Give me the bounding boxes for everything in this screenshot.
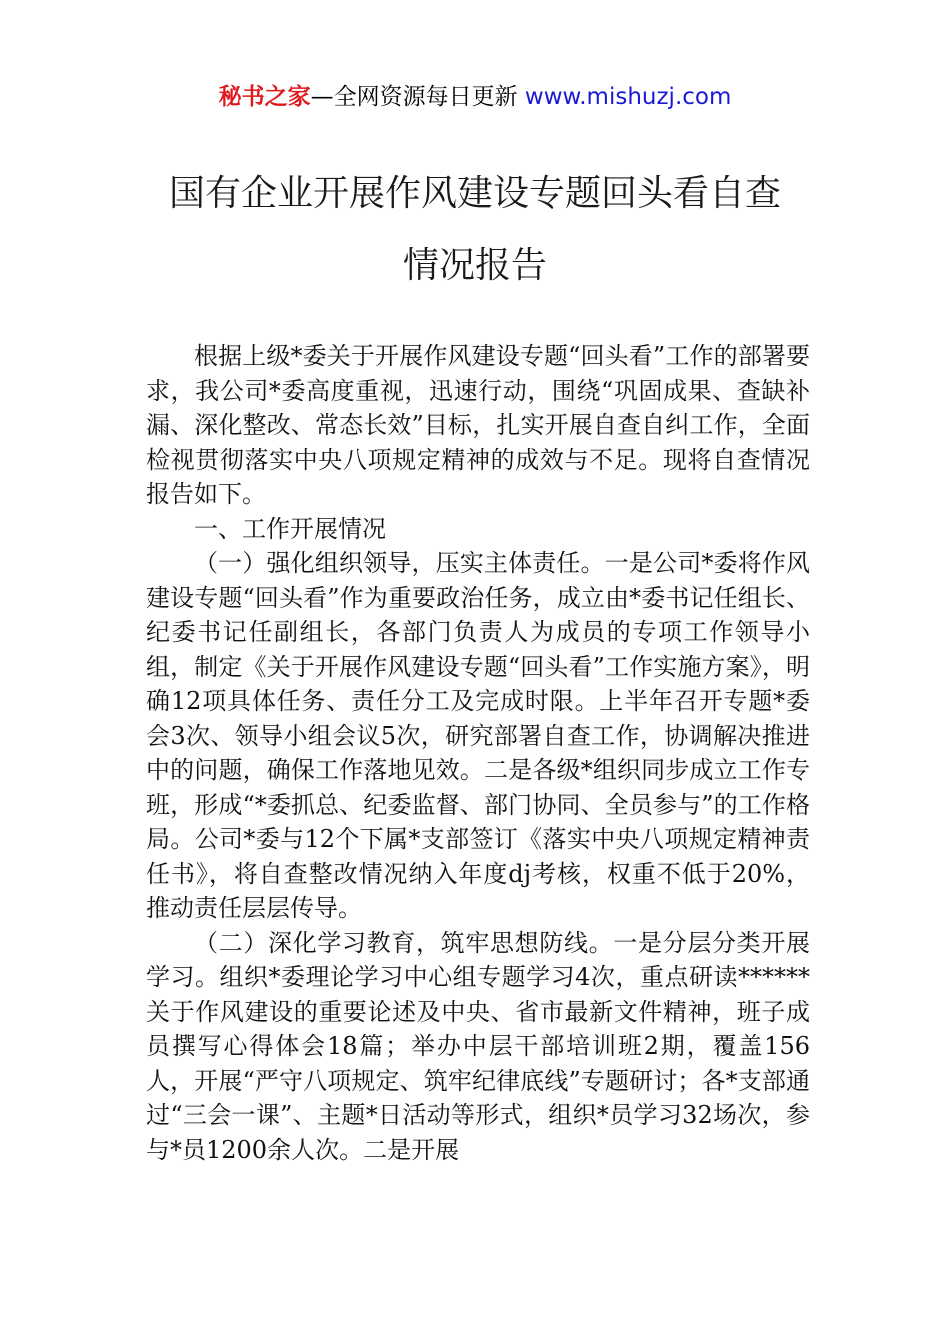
site-banner	[0, 80, 950, 114]
body-paragraph: （一）强化组织领导，压实主体责任。一是公司*委将作风建设专题“回头看”作为重要政治任务，成立由*委书记任组长、纪委书记任副组长，各部门负责人为成员的专项工作领导小组，制定《关于开展作风建设专题“回头看”工作实施方案》，明确12项具体任务、责任分工及完成时限。上半年召开专题*委会3次、领导小组会议5次，研究部署自查工作，协调解决推进中的问题，确保工作落地见效。二是各级*组织同步成立工作专班，形成“*委抓总、纪委监督、部门协同、全员参与”的工作格局。公司*委与12个下属*支部签订《落实中央八项规定精神责任书》，将自查整改情况纳入年度dj考核，权重不低于20%，推动责任层层传导。	[146, 549, 810, 922]
body-paragraph: （二）深化学习教育，筑牢思想防线。一是分层分类开展学习。组织*委理论学习中心组专题学习4次，重点研读******关于作风建设的重要论述及中央、省市最新文件精神，班子成员撰写心得体会18篇；举办中层干部培训班2期，覆盖156人，开展“严守八项规定、筑牢纪律底线”专题研讨；各*支部通过“三会一课”、主题*日活动等形式，组织*员学习32场次，参与*员1200余人次。二是开展	[146, 928, 810, 1164]
document-body	[146, 339, 810, 1167]
title-line-2: 情况报告	[402, 245, 547, 286]
site-tagline: —全网资源每日更新	[310, 84, 525, 110]
intro-paragraph: 根据上级*委关于开展作风建设专题“回头看”工作的部署要求，我公司*委高度重视，迅速行动，围绕“巩固成果、查缺补漏、深化整改、常态长效”目标，扎实开展自查自纠工作，全面检视贯彻落实中央八项规定精神的成效与不足。现将自查情况报告如下。	[146, 342, 810, 508]
title-line-1: 国有企业开展作风建设专题回头看自查	[168, 173, 781, 214]
document-title	[0, 172, 950, 288]
site-url-link[interactable]: www.mishuzj.com	[524, 84, 732, 110]
section-heading: 一、工作开展情况	[194, 514, 386, 543]
site-brand: 秘书之家	[218, 84, 311, 110]
